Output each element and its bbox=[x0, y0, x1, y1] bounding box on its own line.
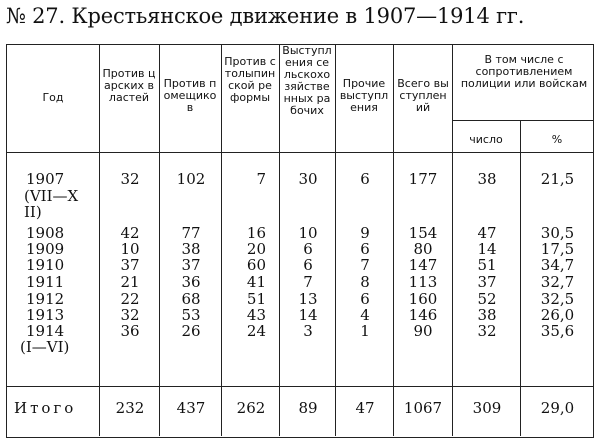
totals-rule bbox=[6, 386, 594, 387]
cell-total: 154 bbox=[408, 224, 438, 242]
cell-landlords: 37 bbox=[181, 256, 201, 274]
cell-stolypin: 16 bbox=[246, 224, 266, 242]
cell-other: 8 bbox=[360, 273, 370, 291]
cell-tsar: 21 bbox=[120, 273, 140, 291]
cell-count: 38 bbox=[477, 170, 497, 188]
cell-landlords: 53 bbox=[181, 306, 201, 324]
cell-year-period: (VII—XII) bbox=[24, 187, 79, 221]
totals-tsar: 232 bbox=[115, 399, 145, 417]
cell-other: 6 bbox=[360, 290, 370, 308]
cell-tsar: 32 bbox=[120, 306, 140, 324]
cell-year: 1911 bbox=[26, 273, 65, 291]
cell-other: 7 bbox=[360, 256, 370, 274]
cell-landlords: 77 bbox=[181, 224, 201, 242]
cell-year: 1907 bbox=[26, 170, 65, 188]
table-title: № 27. Крестьянское движение в 1907—1914 гг. bbox=[6, 4, 525, 28]
header-rule bbox=[6, 152, 594, 153]
cell-farm-workers: 10 bbox=[298, 224, 318, 242]
cell-landlords: 36 bbox=[181, 273, 201, 291]
cell-year: 1912 bbox=[26, 290, 65, 308]
cell-percent: 26,0 bbox=[540, 306, 575, 324]
cell-year: 1909 bbox=[26, 240, 65, 258]
cell-total: 80 bbox=[413, 240, 433, 258]
cell-year: 1914 bbox=[26, 322, 65, 340]
cell-percent: 34,7 bbox=[540, 256, 575, 274]
totals-other: 47 bbox=[355, 399, 375, 417]
cell-stolypin: 24 bbox=[246, 322, 266, 340]
cell-tsar: 22 bbox=[120, 290, 140, 308]
cell-total: 160 bbox=[408, 290, 438, 308]
header-resistance-group: В том числе с сопротивлением полиции или войскам bbox=[460, 53, 588, 90]
cell-count: 38 bbox=[477, 306, 497, 324]
cell-stolypin: 43 bbox=[246, 306, 266, 324]
totals-percent: 29,0 bbox=[540, 399, 575, 417]
cell-other: 6 bbox=[360, 240, 370, 258]
header-total-actions: Всего выступлений bbox=[397, 77, 449, 114]
peasant-movement-table bbox=[6, 44, 594, 438]
cell-tsar: 36 bbox=[120, 322, 140, 340]
header-percent: % bbox=[551, 133, 563, 146]
cell-count: 32 bbox=[477, 322, 497, 340]
cell-total: 146 bbox=[408, 306, 438, 324]
cell-farm-workers: 7 bbox=[303, 273, 313, 291]
cell-tsar: 10 bbox=[120, 240, 140, 258]
cell-stolypin: 7 bbox=[256, 170, 266, 188]
totals-landlords: 437 bbox=[176, 399, 206, 417]
cell-other: 6 bbox=[360, 170, 370, 188]
cell-landlords: 38 bbox=[181, 240, 201, 258]
cell-count: 14 bbox=[477, 240, 497, 258]
cell-count: 52 bbox=[477, 290, 497, 308]
cell-other: 4 bbox=[360, 306, 370, 324]
cell-year: 1910 bbox=[26, 256, 65, 274]
cell-other: 1 bbox=[360, 322, 370, 340]
cell-percent: 32,7 bbox=[540, 273, 575, 291]
totals-count: 309 bbox=[472, 399, 502, 417]
cell-tsar: 37 bbox=[120, 256, 140, 274]
cell-year: 1913 bbox=[26, 306, 65, 324]
totals-farm-workers: 89 bbox=[298, 399, 318, 417]
cell-farm-workers: 3 bbox=[303, 322, 313, 340]
cell-farm-workers: 30 bbox=[298, 170, 318, 188]
cell-farm-workers: 6 bbox=[303, 240, 313, 258]
header-against-landlords: Против помещиков bbox=[163, 77, 217, 114]
cell-count: 47 bbox=[477, 224, 497, 242]
cell-percent: 30,5 bbox=[540, 224, 575, 242]
cell-count: 51 bbox=[477, 256, 497, 274]
cell-tsar: 32 bbox=[120, 170, 140, 188]
totals-stolypin: 262 bbox=[236, 399, 266, 417]
cell-total: 113 bbox=[408, 273, 438, 291]
cell-other: 9 bbox=[360, 224, 370, 242]
cell-year: 1908 bbox=[26, 224, 65, 242]
cell-percent: 35,6 bbox=[540, 322, 575, 340]
header-against-stolypin-reform: Против столыпинской реформы bbox=[224, 55, 276, 104]
cell-landlords: 26 bbox=[181, 322, 201, 340]
cell-farm-workers: 6 bbox=[303, 256, 313, 274]
totals-label: Итого bbox=[14, 399, 77, 417]
totals-total: 1067 bbox=[403, 399, 443, 417]
cell-percent: 21,5 bbox=[540, 170, 575, 188]
cell-count: 37 bbox=[477, 273, 497, 291]
cell-farm-workers: 14 bbox=[298, 306, 318, 324]
cell-stolypin: 20 bbox=[246, 240, 266, 258]
cell-percent: 32,5 bbox=[540, 290, 575, 308]
cell-farm-workers: 13 bbox=[298, 290, 318, 308]
cell-landlords: 68 bbox=[181, 290, 201, 308]
cell-landlords: 102 bbox=[176, 170, 206, 188]
header-count: число bbox=[469, 133, 503, 146]
cell-percent: 17,5 bbox=[540, 240, 575, 258]
cell-stolypin: 60 bbox=[246, 256, 266, 274]
cell-stolypin: 41 bbox=[246, 273, 266, 291]
cell-stolypin: 51 bbox=[246, 290, 266, 308]
header-other-actions: Прочие выступления bbox=[339, 77, 389, 114]
header-against-tsarist-authorities: Против царских властей bbox=[102, 67, 156, 104]
cell-tsar: 42 bbox=[120, 224, 140, 242]
resistance-subheader-rule bbox=[452, 120, 594, 121]
cell-total: 147 bbox=[408, 256, 438, 274]
header-year: Год bbox=[42, 91, 64, 104]
cell-total: 90 bbox=[413, 322, 433, 340]
header-farm-workers: Выступления сельскохозяйственных рабочих bbox=[282, 44, 332, 117]
cell-total: 177 bbox=[408, 170, 438, 188]
cell-year-period: (I—VI) bbox=[20, 338, 70, 356]
